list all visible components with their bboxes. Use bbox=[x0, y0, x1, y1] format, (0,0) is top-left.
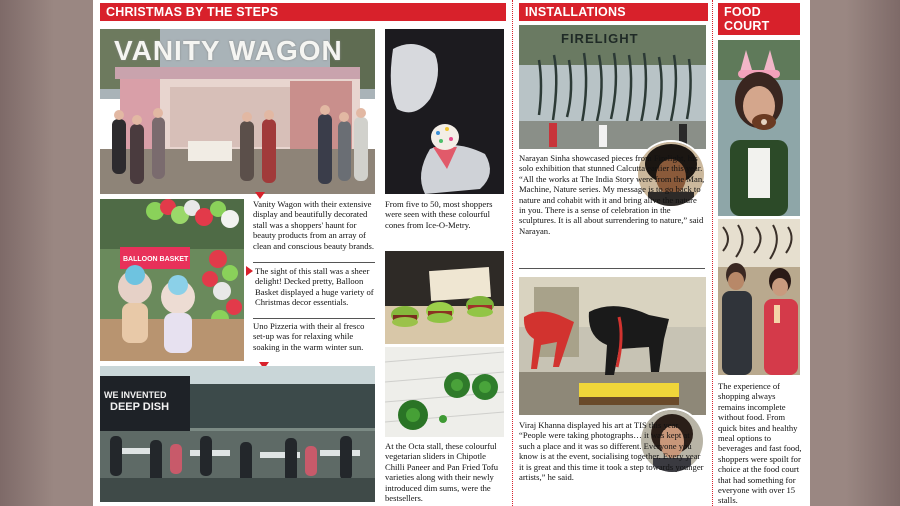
section-title-line1: FOOD bbox=[724, 4, 761, 19]
vanity-wagon-sign: VANITY WAGON bbox=[114, 35, 343, 66]
caption-divider bbox=[519, 268, 705, 269]
caption-vanity-wagon: Vanity Wagon with their extensive display and beautifully decorated stall was a shoppers' haunt for beauty products from an array of clean and conscious beauty brands. bbox=[253, 199, 374, 251]
caption-viraj-khanna: Viraj Khanna displayed his art at TIS this year. “People were taking photographs… it was kept at such a place and it was so different. Everyone you know is at the event, socialising together. Every year it is great and this time it took a step towards younger artists,” he said. bbox=[519, 420, 704, 483]
firelight-sign: FIRELIGHT bbox=[561, 31, 639, 46]
section-title: INSTALLATIONS bbox=[525, 4, 626, 19]
octa-sliders-photo bbox=[385, 251, 504, 344]
food-court-crowd-photo bbox=[718, 219, 800, 375]
caption-divider bbox=[253, 318, 375, 319]
caption-balloon-basket: The sight of this stall was a sheer delight! Decked pretty, Balloon Basket displayed a huge variety of Christmas decor essentials. bbox=[255, 266, 374, 308]
caption-pointer-icon bbox=[246, 266, 253, 276]
column-divider bbox=[712, 0, 713, 506]
octa-dim-sums-photo bbox=[385, 347, 504, 437]
column-divider bbox=[512, 0, 513, 506]
vanity-wagon-photo bbox=[100, 29, 375, 194]
section-title: CHRISTMAS BY THE STEPS bbox=[106, 4, 279, 19]
caption-octa-stall: At the Octa stall, these colourful vegetarian sliders in Chipotle Chilli Paneer and Pan Fried Tofu varieties along with their newly introduced dim sums, were the bestsellers. bbox=[385, 441, 499, 504]
caption-divider bbox=[253, 262, 375, 263]
ice-cream-cone-photo bbox=[385, 29, 504, 194]
caption-uno-pizzeria: Uno Pizzeria with their al fresco set-up was for relaxing while soaking in the warm winter sun. bbox=[253, 321, 365, 352]
caption-narayan-sinha: Narayan Sinha showcased pieces from Firelight, his solo exhibition that stunned Calcutta earlier this year. “All the works at The India Story were from the Man, Machine, Nature series. My message is to go back to nature and cohabit with it and bring alive the nature in you. There is a sense of celebration in the sculptures. It is all about surrendering to nature,” said Narayan. bbox=[519, 153, 705, 236]
section-header-food-court bbox=[718, 3, 800, 35]
pizzeria-sign-line2: DEEP DISH bbox=[110, 401, 170, 413]
uno-pizzeria-photo bbox=[100, 366, 375, 502]
viraj-khanna-artwork-photo bbox=[519, 277, 706, 415]
firelight-installation-photo bbox=[519, 25, 706, 149]
caption-ice-o-metry: From five to 50, most shoppers were seen with these colourful cones from Ice-O-Metry. bbox=[385, 199, 493, 230]
newspaper-page bbox=[93, 0, 810, 506]
section-header-christmas bbox=[100, 3, 506, 21]
caption-food-court: The experience of shopping always remains incomplete without food. From quick bites and healthy meal options to beverages and fast food, shoppers were spoilt for choice at the food court that had something for everyone with over 15 stalls. bbox=[718, 381, 802, 506]
balloon-basket-sign: BALLOON BASKET bbox=[123, 256, 189, 263]
section-header-installations bbox=[519, 3, 708, 21]
section-title-line2: COURT bbox=[724, 19, 770, 33]
girl-eating-donut-photo bbox=[718, 40, 800, 216]
pizzeria-sign-line1: WE INVENTED bbox=[104, 390, 167, 400]
caption-pointer-icon bbox=[255, 192, 265, 199]
balloon-basket-photo bbox=[100, 199, 244, 361]
